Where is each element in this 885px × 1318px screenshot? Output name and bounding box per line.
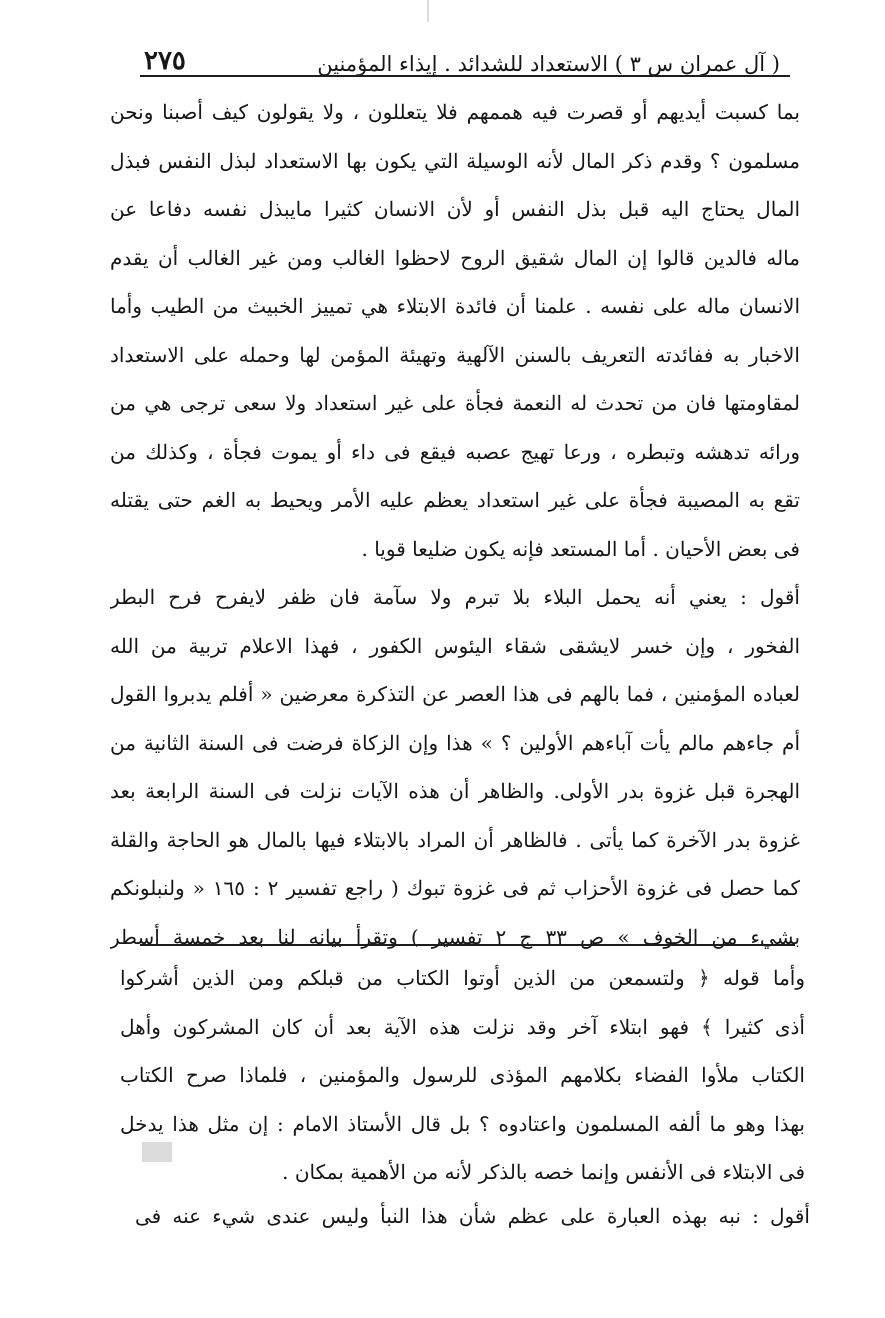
page-number: ٢٧٥ [144, 46, 186, 76]
text-line: بما كسبت أيديهم أو قصرت فيه هممهم فلا يتعللون ، ولا يقولون كيف أصبنا ونحن [110, 100, 800, 124]
text-line: وأما قوله ﴿ ولتسمعن من الذين أوتوا الكتاب من قبلكم ومن الذين أشركوا [120, 966, 805, 990]
text-line: تقع به المصيبة فجأة على غير استعداد يعظم عليه الأمر ويحيط به الغم حتى يقتله [110, 488, 800, 512]
verse-commentary-block [120, 954, 805, 1197]
text-line: غزوة بدر الآخرة كما يأتى . فالظاهر أن المراد بالابتلاء فيها بالمال هو الحاجة والقلة [110, 827, 800, 852]
text-line: لمقاومتها فان من تحدث له النعمة فجأة على غير استعداد ولا سعى ترجى هي من [110, 391, 800, 415]
text-line: أقول : نبه بهذه العبارة على عظم شأن هذا النبأ وليس عندى شيء عنه فى [135, 1204, 810, 1228]
text-line: ورائه تدهشه وتبطره ، ورعا تهيج عصبه فيقع فى داء أو يموت فجأة ، وكذلك من [110, 439, 800, 464]
text-line: الهجرة قبل غزوة بدر الأولى. والظاهر أن هذه الآيات نزلت فى السنة الرابعة بعد [110, 779, 800, 803]
text-line: أم جاءهم مالم يأت آباءهم الأولين ؟ » هذا وإن الزكاة فرضت فى السنة الثانية من [110, 730, 800, 755]
note-block [135, 1192, 810, 1241]
scan-mark [427, 0, 429, 22]
text-line: كما حصل فى غزوة الأحزاب ثم فى غزوة تبوك ( راجع تفسير ٢ : ١٦٥ « ولنبلونكم [110, 876, 800, 900]
text-line: الاخبار به ففائدته التعريف بالسنن الآلهية وتهيئة المؤمن لها وحمله على الاستعداد [110, 342, 800, 367]
text-line: ماله فالدين قالوا إن المال شقيق الروح لاحظوا الغالب ومن غير الغالب أن يقدم [110, 245, 800, 270]
text-line: بهذا وهو ما ألفه المسلمون واعتادوه ؟ بل قال الأستاذ الامام : إن مثل هذا يدخل [120, 1111, 805, 1136]
text-line: الكتاب ملأوا الفضاء بكلامهم المؤذى للرسول والمؤمنين ، فلماذا صرح الكتاب [120, 1063, 805, 1087]
header-title: ( آل عمران س ٣ ) الاستعداد للشدائد . إيذاء المؤمنين [317, 52, 780, 76]
text-line: فى الابتلاء فى الأنفس وإنما خصه بالذكر لأنه من الأهمية بمكان . [282, 1160, 805, 1184]
text-line: فى بعض الأحيان . أما المستعد فإنه يكون ضليعا قويا . [361, 536, 800, 561]
text-line: بشيء من الخوف » ص ٣٣ ج ٢ تفسير ) وتقرأ بيانه لنا بعد خمسة أسطر [110, 924, 800, 949]
text-line: الانسان ماله على نفسه . علمنا أن فائدة الابتلاء هي تمييز الخبيث من الطيب وأما [110, 294, 800, 318]
text-line: مسلمون ؟ وقدم ذكر المال لأنه الوسيلة التي يكون بها الاستعداد لبذل النفس فبذل [110, 148, 800, 173]
text-line: لعباده المؤمنين ، فما بالهم فى هذا العصر عن التذكرة معرضين « أفلم يدبروا القول [110, 682, 800, 706]
running-header [140, 28, 780, 76]
text-line: أذى كثيرا ﴾ فهو ابتلاء آخر وقد نزلت هذه الآية بعد أن كان المشركون وأهل [120, 1014, 805, 1039]
section-separator [140, 944, 795, 946]
header-rule [140, 75, 790, 77]
text-line: المال يحتاج اليه قبل بذل النفس أو لأن الانسان كثيرا مايبذل نفسه دفاعا عن [110, 197, 800, 221]
text-line: الفخور ، وإن خسر لايشقى شقاء اليئوس الكفور ، فهذا الاعلام تربية من الله [110, 633, 800, 658]
commentary-block [110, 88, 800, 961]
scan-mark [142, 1142, 172, 1162]
text-line: أقول : يعني أنه يحمل البلاء بلا تبرم ولا سآمة فان ظفر لايفرح فرح البطر [110, 585, 800, 609]
